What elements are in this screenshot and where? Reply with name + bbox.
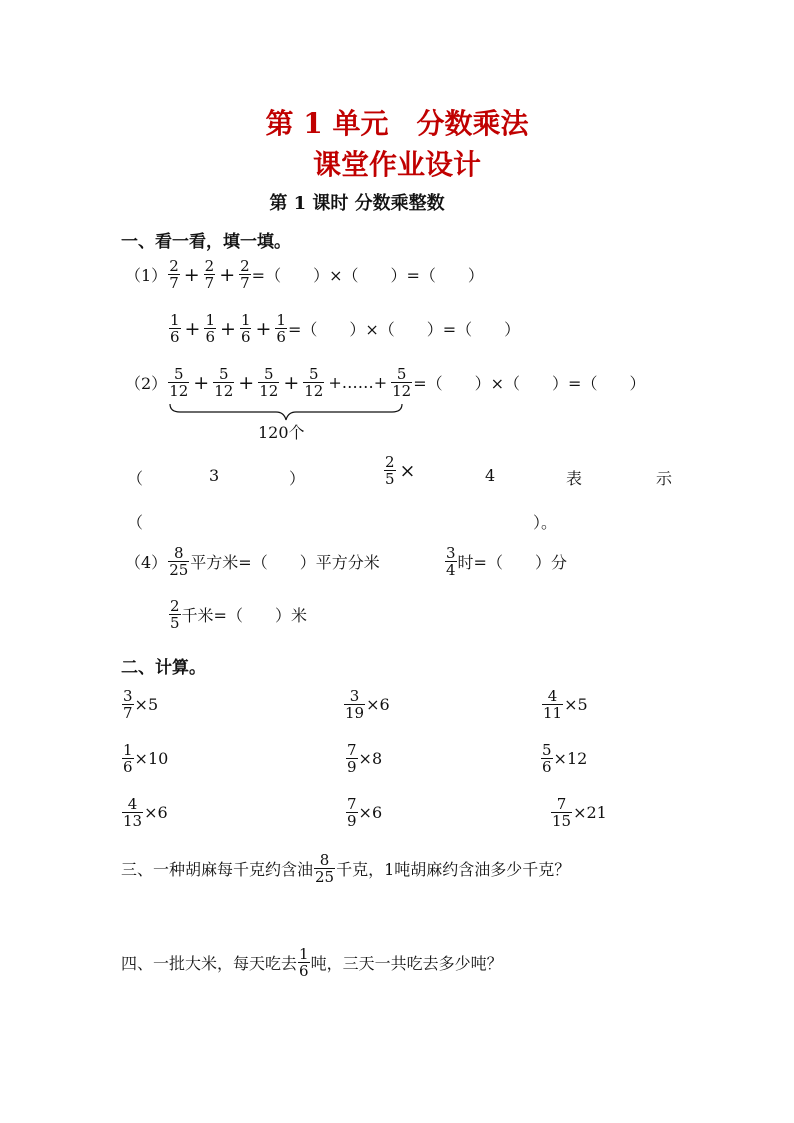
times-sign: × (399, 459, 416, 482)
q1-label: （1） (125, 266, 168, 285)
answer-blanks: =（ ）×（ ）=（ ） (287, 320, 521, 339)
fraction: $\frac{5}{12}$ (304, 365, 324, 400)
fraction: $\frac{1}{6}$ (240, 311, 251, 346)
fraction: $\frac{3}{4}$ (446, 544, 456, 579)
calc-item: $\frac{4}{13}$ ×6 (123, 795, 168, 830)
q2-count: 120个 (258, 423, 305, 442)
brace-icon (168, 402, 404, 422)
calc-item: $\frac{3}{7}$ ×5 (123, 687, 159, 722)
q4a-text: 平方米=（ ）平方分米 (190, 553, 380, 572)
q1-row2 (168, 312, 520, 345)
q4-row1b (444, 545, 567, 578)
section4-question: 四、一批大米，每天吃去 $\frac{1}{6}$ 吨，三天一共吃去多少吨？ (121, 945, 503, 980)
q3-word-2: 示 (656, 469, 673, 488)
calc-item: $\frac{7}{9}$ ×8 (347, 741, 383, 776)
ellipsis-plus: +……+ (328, 373, 388, 392)
fraction: $\frac{1}{6}$ (170, 311, 180, 346)
answer-blanks: =（ ）×（ ）=（ ） (413, 374, 646, 393)
unit-title: 第 1 单元 分数乘法 (265, 107, 529, 140)
fraction: $\frac{5}{12}$ (169, 365, 189, 400)
worksheet-title: 课堂作业设计 (312, 148, 481, 181)
calc-item: $\frac{7}{15}$ ×21 (552, 795, 607, 830)
plus-sign: + (255, 317, 272, 340)
calc-item: $\frac{1}{6}$ ×10 (123, 741, 169, 776)
fraction: $\frac{8}{25}$ (169, 544, 189, 579)
q4-row2 (168, 598, 307, 631)
calc-item: $\frac{7}{9}$ ×6 (347, 795, 383, 830)
fraction: $\frac{1}{6}$ (276, 311, 286, 346)
q2-label: （2） (125, 374, 168, 393)
q3-multiplier: 4 (485, 466, 496, 485)
section1-heading: 一、看一看，填一填。 (121, 232, 291, 252)
q4b-text: 时=（ ）分 (457, 553, 567, 572)
q3-open: （ (127, 469, 144, 488)
plus-sign: + (193, 371, 210, 394)
fraction: $\frac{5}{12}$ (214, 365, 234, 400)
q2-row (125, 366, 645, 399)
q4-label: （4） (125, 553, 168, 572)
q3-line2-open: （ (127, 513, 144, 532)
q3-expression (383, 454, 418, 487)
plus-sign: + (220, 317, 236, 340)
section2-heading: 二、计算。 (121, 658, 206, 678)
q3-line2-close: ）。 (533, 513, 558, 532)
q3-close: ） (289, 469, 306, 488)
answer-blanks: =（ ）×（ ）=（ ） (251, 266, 484, 285)
plus-sign: + (184, 317, 201, 340)
plus-sign: + (283, 371, 300, 394)
q4c-text: 千米=（ ）米 (181, 606, 307, 625)
plus-sign: + (183, 263, 200, 286)
calc-item: $\frac{3}{19}$ ×6 (345, 687, 390, 722)
section3-question: 三、一种胡麻每千克约含油 $\frac{8}{25}$ 千克，1吨胡麻约含油多少千克？ (121, 851, 571, 886)
lesson-title: 第 1 课时 分数乘整数 (269, 193, 445, 214)
fraction: $\frac{5}{12}$ (392, 365, 412, 400)
fraction: $\frac{1}{6}$ (205, 311, 216, 346)
q4-row1 (125, 545, 380, 578)
q3-word-1: 表 (566, 469, 583, 488)
fraction: $\frac{2}{5}$ (170, 597, 180, 632)
q3-number: 3 (209, 466, 220, 485)
plus-sign: + (238, 371, 255, 394)
fraction: $\frac{2}{7}$ (240, 257, 250, 292)
calc-item: $\frac{5}{6}$ ×12 (542, 741, 588, 776)
fraction: $\frac{2}{7}$ (204, 257, 215, 292)
fraction: $\frac{5}{12}$ (259, 365, 279, 400)
plus-sign: + (219, 263, 236, 286)
q1-row1 (125, 258, 484, 291)
fraction: $\frac{2}{7}$ (169, 257, 179, 292)
fraction: $\frac{2}{5}$ (385, 453, 395, 488)
calc-item: $\frac{4}{11}$ ×5 (543, 687, 588, 722)
